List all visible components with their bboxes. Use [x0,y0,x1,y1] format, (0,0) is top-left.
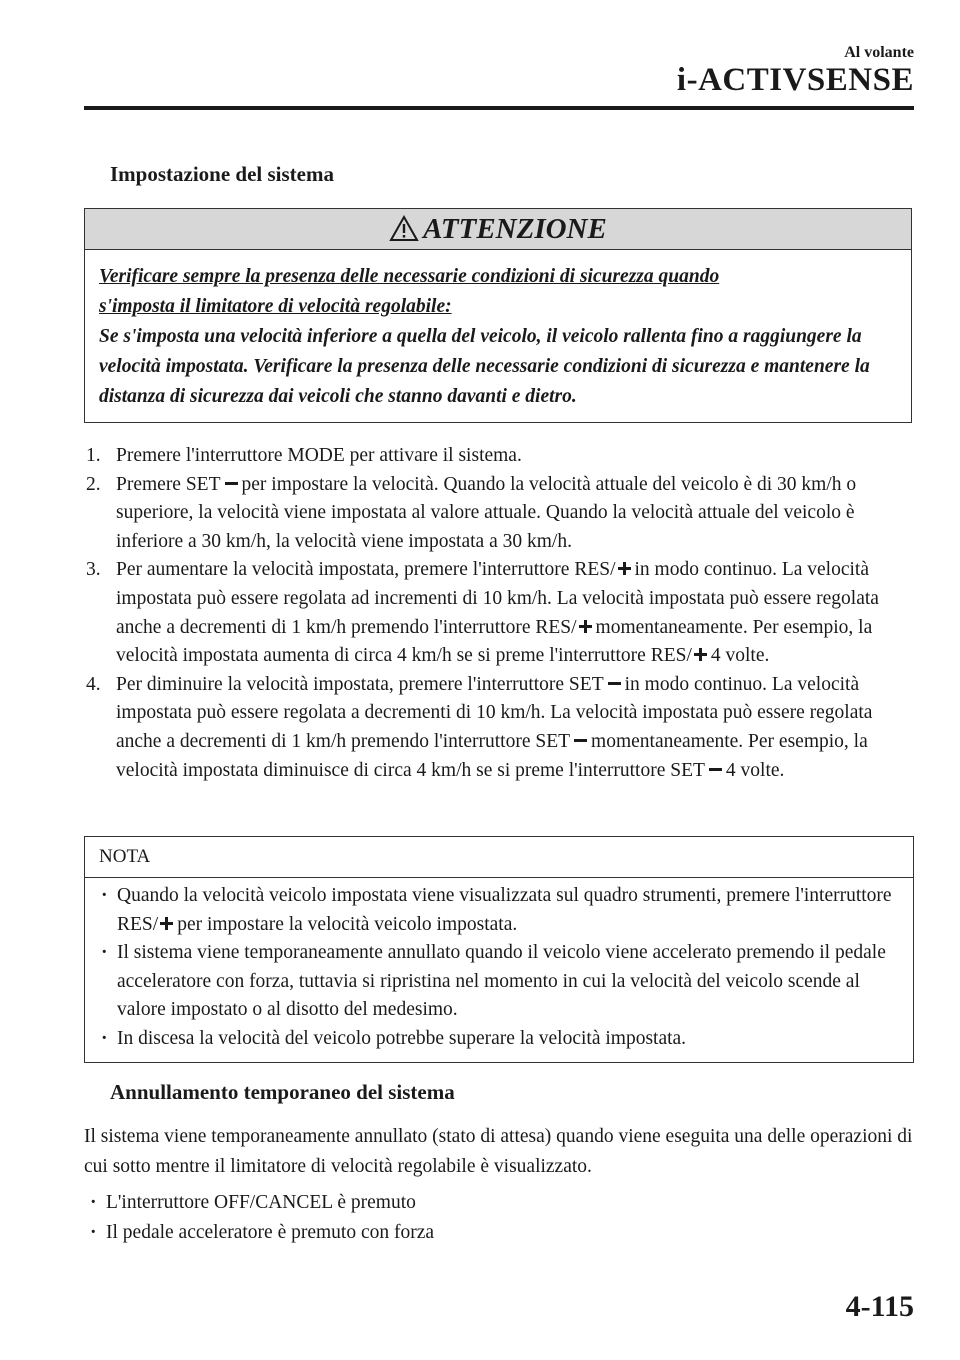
step-item [84,442,914,471]
plus-icon [160,917,173,930]
step-number: 2. [86,473,101,495]
step-item [84,556,914,670]
minus-icon [709,768,722,771]
step-item [84,471,914,557]
note-bullet: · Il sistema viene temporaneamente annullato quando il veicolo viene accelerato premendo il pedale acceleratore con forza, tuttavia si ripristina nel momento in cui la velocità del veicolo scende al valore impostato o al disotto del medesimo. [99,939,899,1025]
note-box [84,836,914,1063]
step-number: 4. [86,673,101,695]
step-text: Premere SET [116,473,221,495]
step-item [84,671,914,785]
list-item: · L'interruttore OFF/CANCEL è premuto [88,1188,434,1218]
note-text: per impostare la velocità veicolo impostata. [177,913,518,935]
step-text: Premere l'interruttore MODE per attivare il sistema. [116,445,522,466]
step-text: in modo continuo. La velocità impostata può essere regolata a decrementi di 10 km/h. La velocità impostata può essere regolata anche a decrementi di 1 km/h premendo l'interruttore SET [116,673,873,752]
note-body [85,878,913,1062]
minus-icon [225,482,238,485]
plus-icon [694,648,707,661]
plus-icon [579,620,592,633]
warning-box [84,208,912,423]
warning-title: ATTENZIONE [423,212,607,245]
list-item: · Il pedale acceleratore è premuto con forza [88,1218,434,1248]
minus-icon [574,739,587,742]
header-rule [84,106,914,110]
note-title: NOTA [99,846,151,867]
minus-icon [608,682,621,685]
page-number: 4-115 [845,1290,914,1323]
note-bullet: · In discesa la velocità del veicolo potrebbe superare la velocità impostata. [99,1025,899,1054]
step-text: momentaneamente. Per esempio, la velocità impostata aumenta di circa 4 km/h se si preme l'interruttore RES/ [116,616,873,667]
step-number: 1. [86,445,101,466]
step-text: 4 volte. [725,759,785,781]
step-text: Per diminuire la velocità impostata, premere l'interruttore SET [116,673,604,695]
temporary-cancel-paragraph: Il sistema viene temporaneamente annullato (stato di attesa) quando viene eseguita una delle operazioni di cui sotto mentre il limitatore di velocità regolabile è visualizzato. [84,1126,913,1177]
system-setup-heading: Impostazione del sistema [110,162,334,186]
step-number: 3. [86,559,101,581]
temporary-cancel-list [88,1188,434,1248]
plus-icon [618,562,631,575]
warning-triangle-icon [389,215,419,242]
warning-lead-line-2: s'imposta il limitatore di velocità regolabile: [99,296,452,317]
step-text: per impostare la velocità. Quando la velocità attuale del veicolo è di 30 km/h o superiore, la velocità viene impostata al valore attuale. Quando la velocità attuale del veicolo è inferiore a 30 km/h, la velocità viene impostata a 30 km/h. [116,473,857,552]
setup-steps [84,442,914,785]
chapter-label: Al volante [844,44,914,61]
note-text: Quando la velocità veicolo impostata viene visualizzata sul quadro strumenti, premere l'interruttore RES/ [117,885,892,935]
warning-lead-line-1: Verificare sempre la presenza delle necessarie condizioni di sicurezza quando [99,266,720,287]
section-title: i-ACTIVSENSE [676,62,914,98]
note-bullet [99,882,899,939]
warning-body [85,250,911,422]
warning-text: Se s'imposta una velocità inferiore a quella del veicolo, il veicolo rallenta fino a raggiungere la velocità impostata. Verificare la presenza delle necessarie condizioni di sicurezza e mantenere la distanza di sicurezza dai veicoli che stanno davanti e dietro. [99,326,870,407]
step-text: 4 volte. [710,645,770,667]
warning-header [85,209,911,250]
temporary-cancel-heading: Annullamento temporaneo del sistema [110,1080,455,1104]
step-text: Per aumentare la velocità impostata, premere l'interruttore RES/ [116,559,616,581]
step-text: in modo continuo. La velocità impostata può essere regolata ad incrementi di 10 km/h. La velocità impostata può essere regolata anche a decrementi di 1 km/h premendo l'interruttore RES/ [116,559,879,638]
note-header [85,837,913,878]
step-text: momentaneamente. Per esempio, la velocità impostata diminuisce di circa 4 km/h se si preme l'interruttore SET [116,730,868,781]
